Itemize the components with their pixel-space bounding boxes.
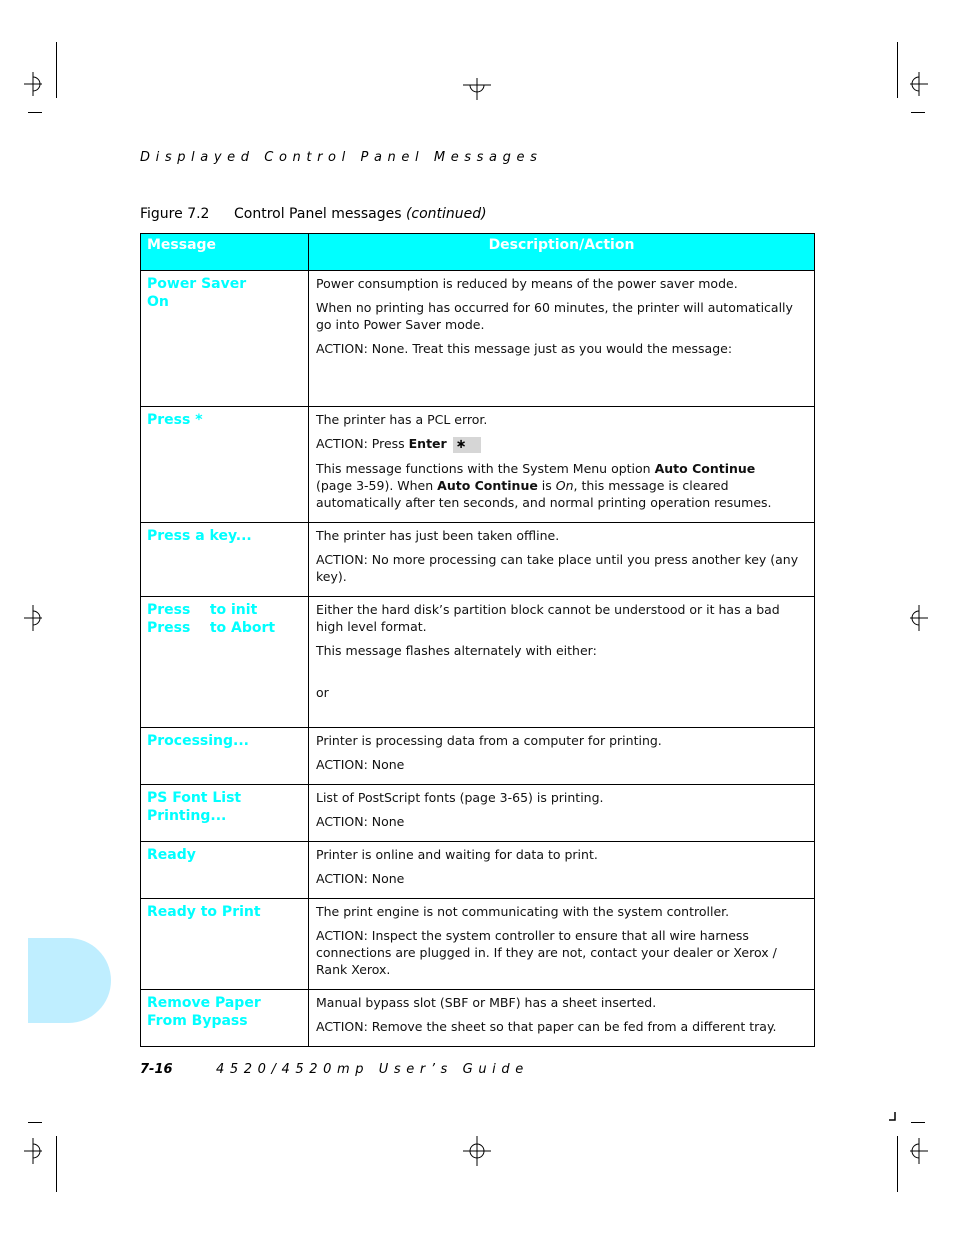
description-cell: Manual bypass slot (SBF or MBF) has a sheet inserted. ACTION: Remove the sheet so that paper can be fed from a different tray. [309, 989, 815, 1046]
message-cell: Power Saver On [141, 271, 309, 407]
crop-mark [28, 112, 42, 113]
description-cell: List of PostScript fonts (page 3-65) is printing. ACTION: None [309, 784, 815, 841]
table-row [141, 271, 815, 407]
registration-mark-icon [908, 605, 928, 631]
table-row [141, 841, 815, 898]
header-message: Message [141, 234, 309, 271]
crop-mark [897, 42, 898, 98]
table-row [141, 596, 815, 727]
description-cell: Printer is online and waiting for data to print. ACTION: None [309, 841, 815, 898]
registration-mark-icon [908, 1138, 928, 1164]
message-cell: PS Font List Printing... [141, 784, 309, 841]
description-cell: Power consumption is reduced by means of the power saver mode. When no printing has occurred for 60 minutes, the printer will automatically go into Power Saver mode. ACTION: None. Treat this message just as you would the message: [309, 271, 815, 407]
footer-guide-title: 4520/4520mp User’s Guide [216, 1062, 529, 1077]
figure-caption [140, 206, 487, 222]
corner-mark-icon [889, 1112, 897, 1122]
registration-mark-icon [908, 72, 928, 96]
message-cell: Press to init Press to Abort [141, 596, 309, 727]
table-row [141, 784, 815, 841]
figure-title-wrap [234, 206, 487, 222]
registration-mark-icon [24, 72, 44, 96]
description-cell: Either the hard disk’s partition block cannot be understood or it has a bad high level format. This message flashes alternately with either: or [309, 596, 815, 727]
table-row [141, 898, 815, 989]
crop-mark [56, 1136, 57, 1192]
message-cell: Ready to Print [141, 898, 309, 989]
crop-mark [911, 112, 925, 113]
table-row [141, 989, 815, 1046]
chapter-thumb-tab [28, 938, 111, 1023]
table-row [141, 407, 815, 523]
description-cell: The printer has just been taken offline. ACTION: No more processing can take place until you press another key (any key). [309, 522, 815, 596]
crop-mark [28, 1122, 42, 1123]
message-cell: Remove Paper From Bypass [141, 989, 309, 1046]
page-number: 7-16 [140, 1062, 173, 1077]
message-cell: Press * [141, 407, 309, 523]
table-row [141, 522, 815, 596]
enter-key-icon: ∗ [453, 437, 481, 453]
figure-number: Figure 7.2 [140, 206, 210, 222]
registration-mark-icon [24, 1138, 44, 1164]
description-cell: The print engine is not communicating with the system controller. ACTION: Inspect the system controller to ensure that all wire harness connections are plugged in. If they are not, contact your dealer or Xerox / Rank Xerox. [309, 898, 815, 989]
table-header-row [141, 234, 815, 271]
table-row [141, 727, 815, 784]
registration-mark-icon [463, 1136, 491, 1166]
description-cell: The printer has a PCL error. ACTION: Press Enter ∗ This message functions with the System Menu option Auto Continue (page 3-59). When Auto Continue is On, this message is cleared automatically after ten seconds, and normal printing operation resumes. [309, 407, 815, 523]
message-cell: Processing... [141, 727, 309, 784]
messages-table [140, 233, 815, 1047]
message-cell: Ready [141, 841, 309, 898]
crop-mark [56, 42, 57, 98]
message-cell: Press a key... [141, 522, 309, 596]
figure-title: Control Panel messages [234, 206, 402, 222]
description-cell: Printer is processing data from a computer for printing. ACTION: None [309, 727, 815, 784]
registration-mark-icon [24, 605, 44, 631]
registration-mark-icon [463, 78, 491, 100]
crop-mark [911, 1122, 925, 1123]
header-description: Description/Action [309, 234, 815, 271]
crop-mark [897, 1136, 898, 1192]
figure-continued: (continued) [405, 206, 487, 222]
running-head: Displayed Control Panel Messages [140, 150, 543, 165]
